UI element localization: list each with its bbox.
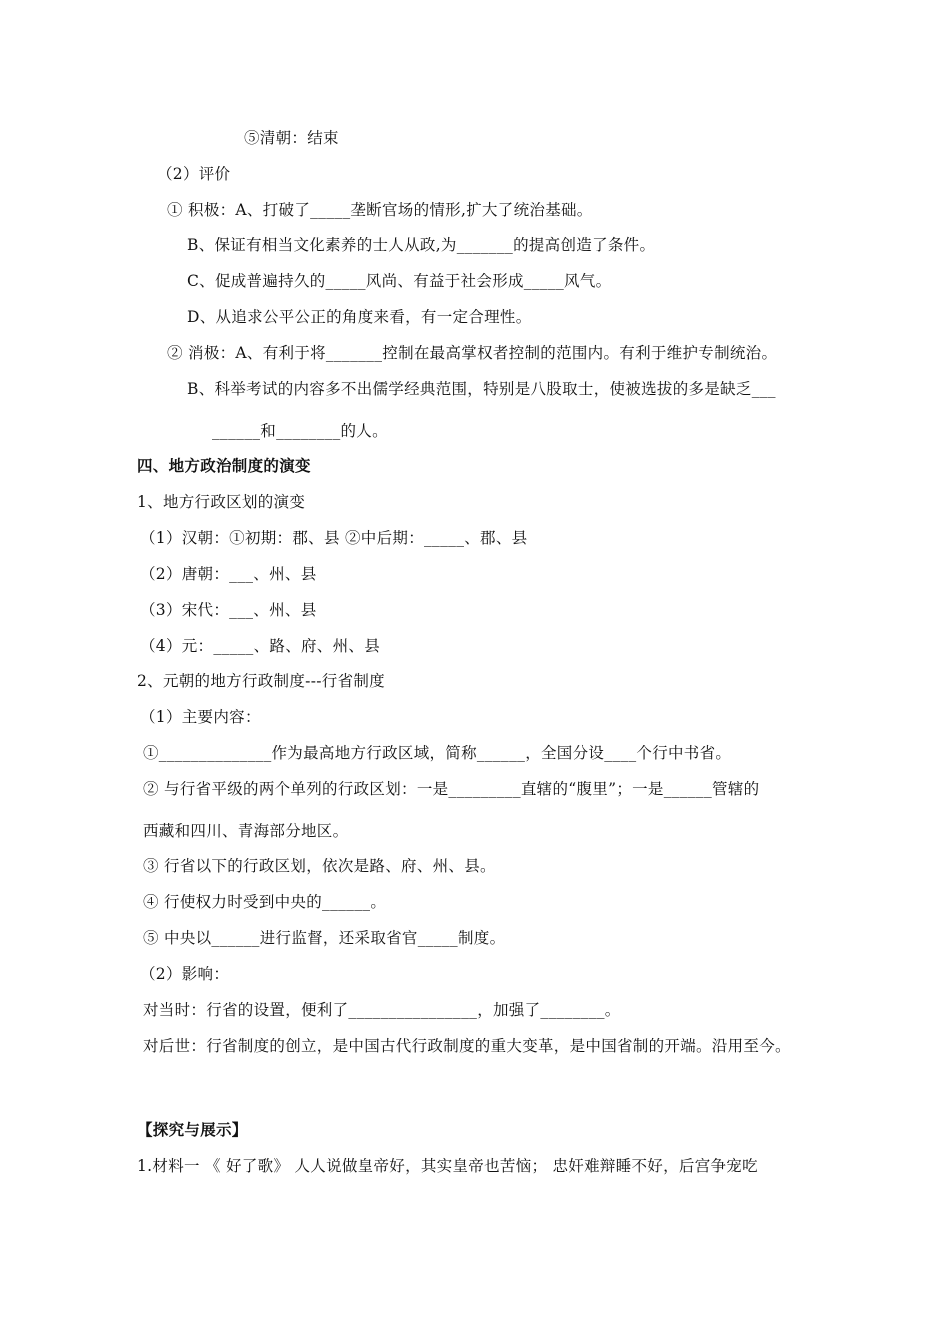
- text-line-impact-later: 对后世：行省制度的创立，是中国古代行政制度的重大变革，是中国省制的开端。沿用至今。: [143, 1037, 791, 1055]
- text-line-evaluation-heading: （2）评价: [157, 165, 231, 183]
- text-line-impact-then: 对当时：行省的设置，便利了________________，加强了________。: [143, 1001, 621, 1019]
- section-heading-local-system: 四、地方政治制度的演变: [137, 456, 311, 475]
- text-line-province-system: 2、元朝的地方行政制度---行省制度: [137, 672, 385, 690]
- text-line-impact-heading: （2）影响：: [140, 965, 230, 983]
- text-line-qing-dynasty: ⑤清朝：结束: [244, 129, 339, 147]
- text-line-han: （1）汉朝：①初期：郡、县 ②中后期：_____、郡、县: [140, 529, 528, 547]
- text-line-positive-d: D、从追求公平公正的角度来看，有一定合理性。: [187, 308, 532, 326]
- text-line-item-4: ④ 行使权力时受到中央的______。: [143, 893, 387, 911]
- text-line-negative-b: B、科举考试的内容多不出儒学经典范围，特别是八股取士，使被选拔的多是缺乏___: [187, 380, 776, 398]
- text-line-item-3: ③ 行省以下的行政区划，依次是路、府、州、县。: [143, 857, 496, 875]
- text-line-positive-a: ① 积极：A、打破了_____垄断官场的情形,扩大了统治基础。: [167, 201, 593, 219]
- text-line-song: （3）宋代：___、州、县: [140, 601, 317, 619]
- text-line-yuan: （4）元：_____、路、府、州、县: [140, 637, 381, 655]
- text-line-tang: （2）唐朝：___、州、县: [140, 565, 317, 583]
- text-line-material-1: 1.材料一 《 好了歌》 人人说做皇帝好，其实皇帝也苦恼； 忠奸难辩睡不好，后宫争宠吃: [137, 1157, 758, 1175]
- text-line-item-2-continued: 西藏和四川、青海部分地区。: [143, 822, 349, 840]
- text-line-positive-b: B、保证有相当文化素养的士人从政,为_______的提高创造了条件。: [187, 236, 656, 254]
- text-line-negative-a: ② 消极：A、有利于将_______控制在最高掌权者控制的范围内。有利于维护专制统治。: [167, 344, 778, 362]
- text-line-main-content: （1）主要内容：: [140, 708, 261, 726]
- text-line-item-5: ⑤ 中央以______进行监督，还采取省官_____制度。: [143, 929, 506, 947]
- text-line-item-2: ② 与行省平级的两个单列的行政区划：一是_________直辖的“腹里”；一是______管辖的: [143, 780, 760, 798]
- text-line-division-evolution: 1、地方行政区划的演变: [137, 493, 306, 511]
- section-heading-explore-display: 【探究与展示】: [137, 1120, 248, 1139]
- text-line-negative-b-continued: ______和________的人。: [212, 422, 388, 440]
- text-line-positive-c: C、促成普遍持久的_____风尚、有益于社会形成_____风气。: [187, 272, 612, 290]
- text-line-item-1: ①______________作为最高地方行政区域，简称______，全国分设____个行中书省。: [143, 744, 732, 762]
